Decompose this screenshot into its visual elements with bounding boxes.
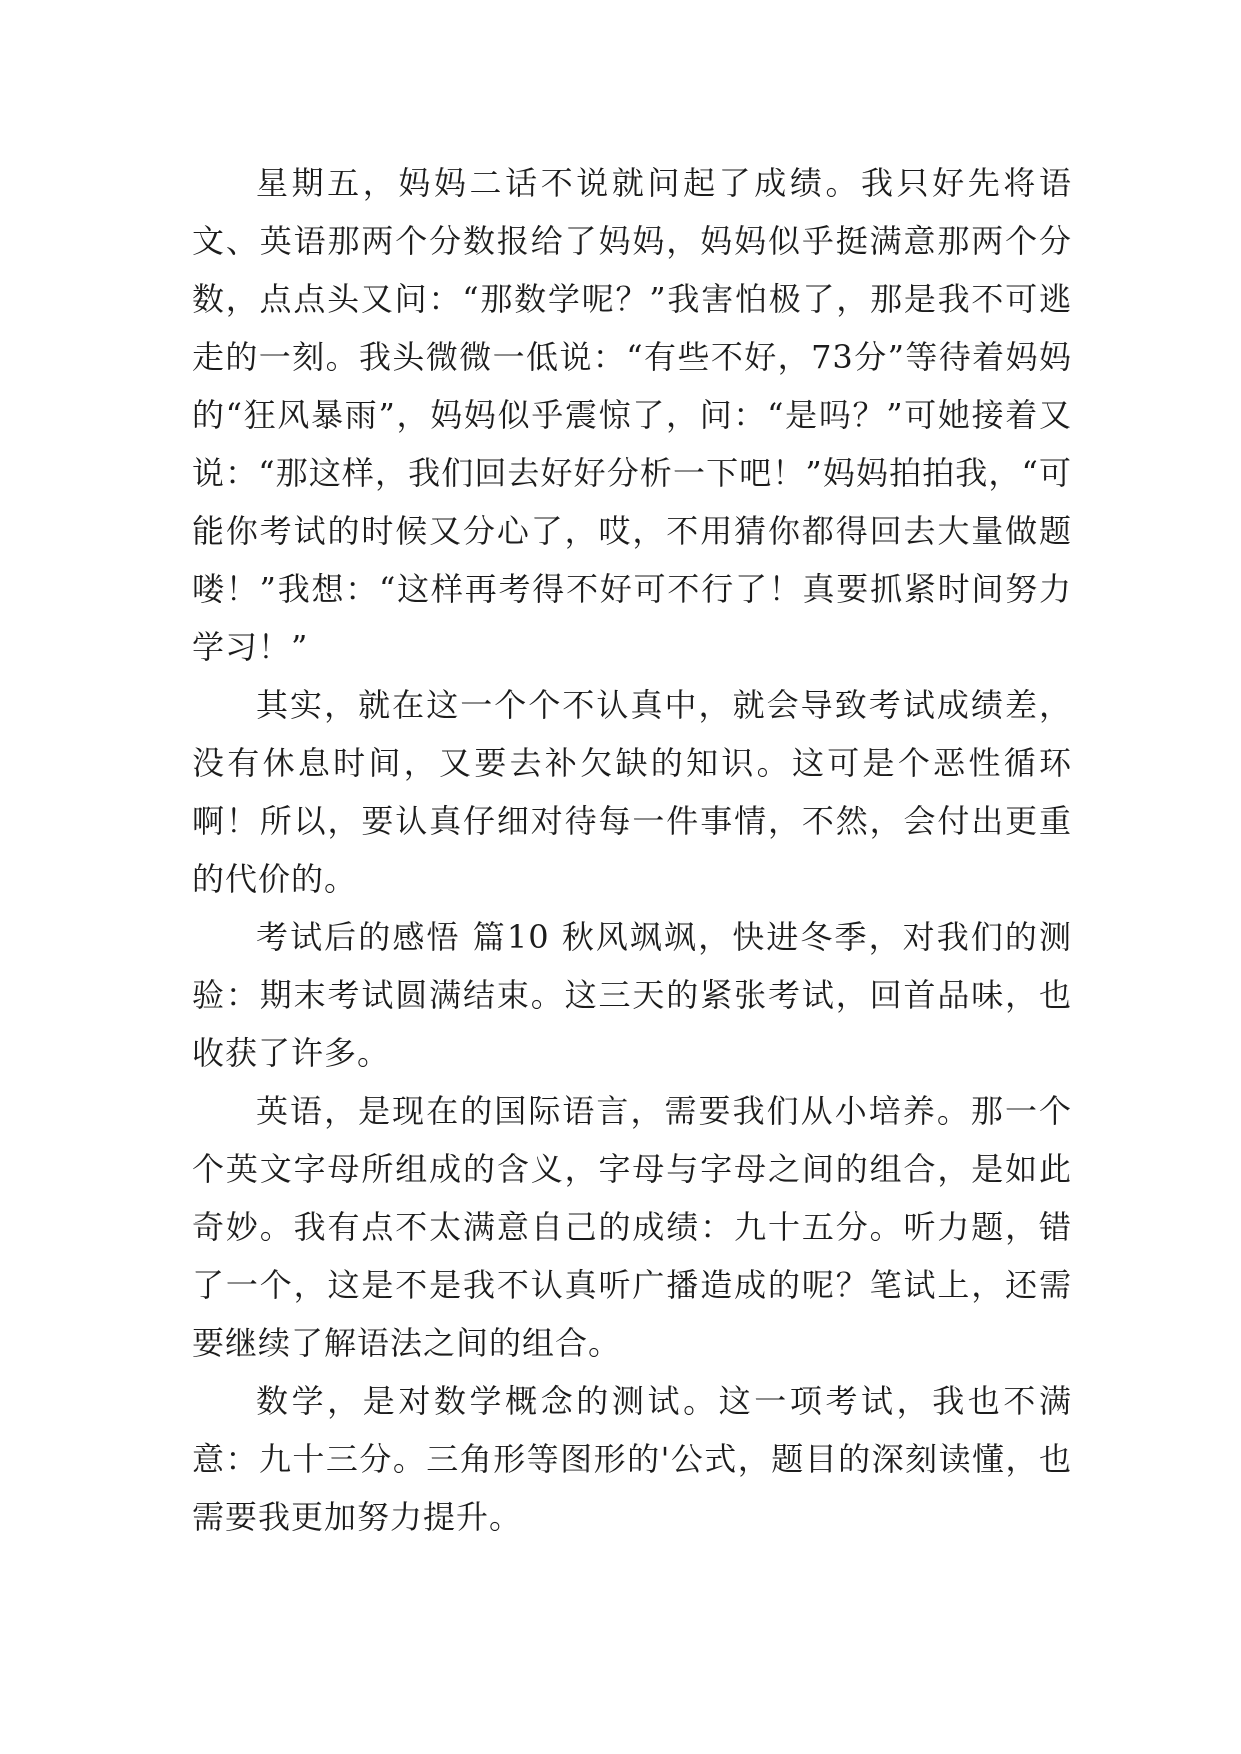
paragraph: 英语，是现在的国际语言，需要我们从小培养。那一个个英文字母所组成的含义，字母与字母之间的组合，是如此奇妙。我有点不太满意自己的成绩：九十五分。听力题，错了一个，这是不是我不认真听广播造成的呢？笔试上，还需要继续了解语法之间的组合。 [192,1092,1072,1362]
paragraph: 其实，就在这一个个不认真中，就会导致考试成绩差，没有休息时间，又要去补欠缺的知识。这可是个恶性循环啊！所以，要认真仔细对待每一件事情，不然，会付出更重的代价的。 [192,686,1072,898]
paragraph: 考试后的感悟 篇10 秋风飒飒，快进冬季，对我们的测验：期末考试圆满结束。这三天的紧张考试，回首品味，也收获了许多。 [192,918,1072,1072]
document-body [192,154,1072,1546]
paragraph: 数学，是对数学概念的测试。这一项考试，我也不满意：九十三分。三角形等图形的'公式，题目的深刻读懂，也需要我更加努力提升。 [192,1382,1072,1536]
paragraph: 星期五，妈妈二话不说就问起了成绩。我只好先将语文、英语那两个分数报给了妈妈，妈妈似乎挺满意那两个分数，点点头又问：“那数学呢？”我害怕极了，那是我不可逃走的一刻。我头微微一低说：“有些不好，73分”等待着妈妈的“狂风暴雨”，妈妈似乎震惊了，问：“是吗？”可她接着又说：“那这样，我们回去好好分析一下吧！”妈妈拍拍我，“可能你考试的时候又分心了，哎，不用猜你都得回去大量做题喽！”我想：“这样再考得不好可不行了！真要抓紧时间努力学习！” [192,164,1072,666]
